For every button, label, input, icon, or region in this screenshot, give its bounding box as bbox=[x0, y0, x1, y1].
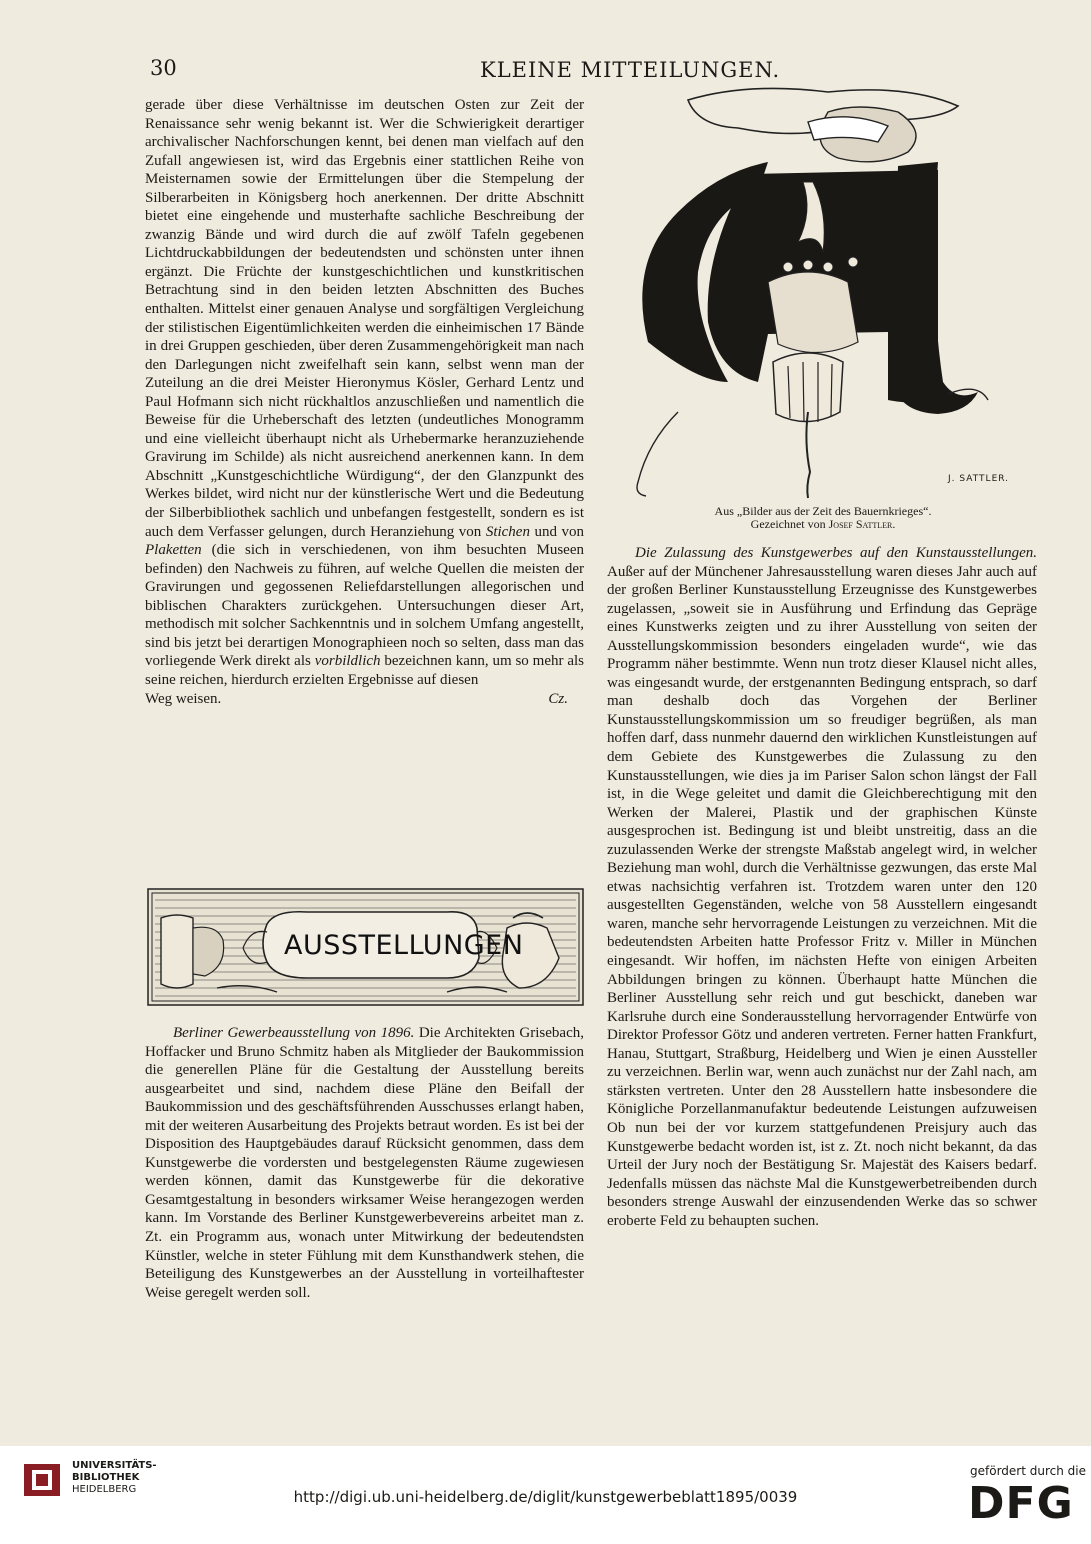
caption-line bbox=[608, 518, 1038, 531]
figure-torso bbox=[768, 272, 858, 353]
paragraph-text: und von bbox=[529, 523, 585, 540]
emphasis-stichen: Stichen bbox=[485, 523, 530, 540]
dfg-logo: DFG bbox=[968, 1478, 1074, 1529]
illustration-initial-a bbox=[608, 82, 1038, 502]
inst-line: HEIDELBERG bbox=[72, 1484, 137, 1495]
left-column-bottom bbox=[145, 1024, 584, 1302]
inst-line: BIBLIOTHEK bbox=[72, 1472, 140, 1483]
section-banner-title: AUSSTELLUNGEN bbox=[284, 930, 524, 961]
paragraph-text: (die sich in verschiedenen, von ihm besuchten Museen befinden) den Nachweis zu führen, auf welche Quellen die meisten der Gravirungen und gegossenen Reliefdarstellungen allegorischen und biblischen Charakters zurückgehen. Untersuchungen dieser Art, methodisch mit solcher Sachkenntnis und in solchem Umfang angestellt, sind bis jetzt bei derartigen Monographieen noch so selten, dass man das vorliegende Werk direkt als bbox=[145, 542, 584, 670]
inst-line: UNIVERSITÄTS- bbox=[72, 1460, 157, 1471]
paragraph-text: Die Architekten Grisebach, Hoffacker und Bruno Schmitz haben als Mitglieder der Baukommission die generellen Pläne für die Gestaltung der Ausstellung bereits ausgearbeitet und sind, nachdem diese Pläne den Beifall der Baukommission und des geschäftsführenden Ausschusses erlangt haben, mit der weiteren Ausarbeitung des Projekts betraut worden. Es ist bei der Disposition des Hauptgebäudes darauf Rücksicht genommen, dass dem Kunstgewerbe die vordersten und bestgelegensten Räume zugewiesen werden können, damit das Kunstgewerbe für die dekorative Gesamtgestaltung in besonders wirksamer Weise herangezogen werden kann. Im Vorstande des Berliner Kunstgewerbevereins arbeitet man z. Zt. ein Programm aus, wonach unter Mitwirkung der bedeutendsten Künstler, welche in steter Fühlung mit dem Kunsthandwerk stehen, die Beteiligung des Kunstgewerbes an der Ausstellung in vorteilhaftester Weise geregelt werden soll. bbox=[145, 1025, 584, 1301]
emphasis-vorbildlich: vorbildlich bbox=[314, 653, 381, 670]
illustration-caption bbox=[608, 505, 1038, 531]
left-top-paragraph bbox=[145, 96, 584, 690]
section-title: Berliner Gewerbeausstellung von 1896. bbox=[173, 1025, 415, 1041]
caption-line: Aus „Bilder aus der Zeit des Bauernkrieges“. bbox=[714, 504, 932, 518]
caption-author: Josef Sattler. bbox=[828, 517, 896, 531]
author-signoff: Cz. bbox=[548, 690, 568, 707]
right-paragraph bbox=[607, 544, 1037, 1230]
rope bbox=[806, 412, 810, 498]
source-url-link[interactable]: http://digi.ub.uni-heidelberg.de/diglit/kunstgewerbeblatt1895/0039 bbox=[293, 1488, 798, 1506]
page-number: 30 bbox=[150, 56, 177, 80]
left-column-top bbox=[145, 96, 584, 708]
right-column bbox=[607, 544, 1037, 1230]
paragraph-text: bezeichnen kann, um so mehr als seine reichen, hierdurch erzielten Ergebnisse auf diesen bbox=[145, 653, 584, 688]
caption-prefix: Gezeichnet von bbox=[750, 517, 829, 531]
drum bbox=[773, 353, 843, 422]
vase-left bbox=[161, 915, 193, 988]
paragraph-text: gerade über diese Verhältnisse im deutschen Osten zur Zeit der Renaissance sehr wenig bekannt ist. Wer die Schwierigkeit derartiger archivalischer Nachforschungen kennt, bei denen man vielfach auf den Zufall angewiesen ist, wird das Ergebnis einer stattlichen Reihe von Meisternamen sowie der Ermittelungen über die Stempelung der Silberarbeiten in Königsberg hoch anerkennen. Der dritte Abschnitt bietet eine eingehende und musterhafte sachliche Beschreibung der zwanzig Bände und wird durch die auf zwölf Tafeln gegebenen Lichtdruckabbildungen der bedeutendsten und schönsten unter ihnen ergänzt. Die Früchte der kunstgeschichtlichen und kunstkritischen Betrachtung sind in den beiden letzten Abschnitten des Buches enthalten. Mittelst einer genauen Analyse und sorgfältigen Vergleichung der stilistischen Eigentümlichkeiten werden die einheimischen 17 Bände in drei Gruppen geschieden, über deren Zusammengehörigkeit man nach den Darlegungen nicht zweifelhaft sein kann, selbst wenn man der Zuteilung an die drei Meister Hieronymus Kösler, Gerhard Lentz und Paul Hofmann sich nicht rückhaltlos anzuschließen und namentlich die Beweise für die Urheberschaft des letzten (undeutliches Monogramm und eine vielleicht überhaupt nicht als Urhebermarke heranzuziehende Gravirung im Schilde) als nicht ausreichend anerkennen kann. In dem Abschnitt „Kunstgeschichtliche Würdigung“, der den Glanzpunkt des Werkes bildet, wird nicht nur der künstlerische Wert und die Bedeutung der Silberbibliothek sachlich und unbefangen festgestellt, sondern es ist auch dem Verfasser gelungen, durch Heranziehung von bbox=[145, 97, 584, 540]
sponsor-text: gefördert durch die bbox=[970, 1464, 1086, 1478]
signoff-line bbox=[145, 690, 584, 709]
artist-signature: J. SATTLER. bbox=[948, 474, 1010, 484]
last-line: Weg weisen. bbox=[145, 690, 222, 707]
ribbon-left bbox=[637, 412, 678, 496]
running-title: KLEINE MITTEILUNGEN. bbox=[480, 58, 781, 82]
section-title: Die Zulassung des Kunstgewerbes auf den Kunstausstellungen. bbox=[635, 545, 1037, 561]
emphasis-plaketten: Plaketten bbox=[145, 542, 202, 559]
left-bottom-paragraph bbox=[145, 1024, 584, 1302]
paragraph-text: Außer auf der Münchener Jahresausstellung waren dieses Jahr auch auf der großen Berliner Kunstausstellung Erzeugnisse des Kunstgewerbes zugelassen, „soweit sie in Ausführung und Erfindung das Gepräge eines Kunstwerks zeigten und zu ihrer Ausstellung von seiten der Ausstellungskommission besonders eingeladen wurde“, wie das Programm näher bestimmte. Wenn nun trotz dieser Klausel nicht alles, was eingesandt wurde, der erstgenannten Bedingung entsprach, so darf man deshalb doch das Vorgehen der Berliner Kunstausstellungskommission um so freudiger begrüßen, als man hoffen darf, dass nunmehr dauernd den wirklichen Kunstleistungen auf dem Gebiete des Kunstgewerbes die Zulassung zu den Kunstausstellungen, wie dies ja im Pariser Salon schon längst der Fall ist, in die Wege geleitet und damit die Gleichberechtigung mit den Werken der Malerei, Plastik und der graphischen Künste ausgesprochen ist. Bedingung ist und bleibt unstreitig, dass an die zuzulassenden Werke der strengste Maßstab angelegt wird, in welcher Beziehung man wohl, durch die Verhältnisse gezwungen, das erste Mal etwas nachsichtig verfahren ist. Trotzdem waren unter den 120 ausgestellten Gegenständen, welche von 58 Ausstellern eingesandt waren, manche sehr hervorragende Leistungen zu verzeichnen. Mit die bedeutendsten Arbeiten hatte Professor Fritz v. Miller in München eingesandt. Wir hoffen, im nächsten Hefte von einigen Arbeiten Abbildungen bringen zu können. Überhaupt hatte München die Berliner Ausstellung sehr reich und gut beschickt, daneben war Karlsruhe durch eine Sonderausstellung hervorragender Entwürfe von Direktor Professor Götz und anderen vertreten. Ferner hatten Frankfurt, Hanau, Stuttgart, Straßburg, Heidelberg und Wien je einen Aussteller zu verzeichnen. Berlin war, wenn auch zunächst nur der Zahl nach, am stärksten vertreten. Unter den 28 Ausstellern hatte insbesondere die Königliche Porzellanmanufaktur bedeutende Leistungen aufzuweisen Ob nun bei der vor kurzem stattgefundenen Preisjury auch das Kunstgewerbe bedacht worden ist, ist z. Zt. noch nicht bekannt, da das Urteil der Jury noch der Bestätigung Sr. Majestät des Kaisers bedarf. Jedenfalls müssen das nächste Mal die Kunstgewerbetreibenden durch besonders strenge Auswahl der einzusendenden Werke das so schwer eroberte Feld zu behaupten suchen. bbox=[607, 563, 1037, 1229]
